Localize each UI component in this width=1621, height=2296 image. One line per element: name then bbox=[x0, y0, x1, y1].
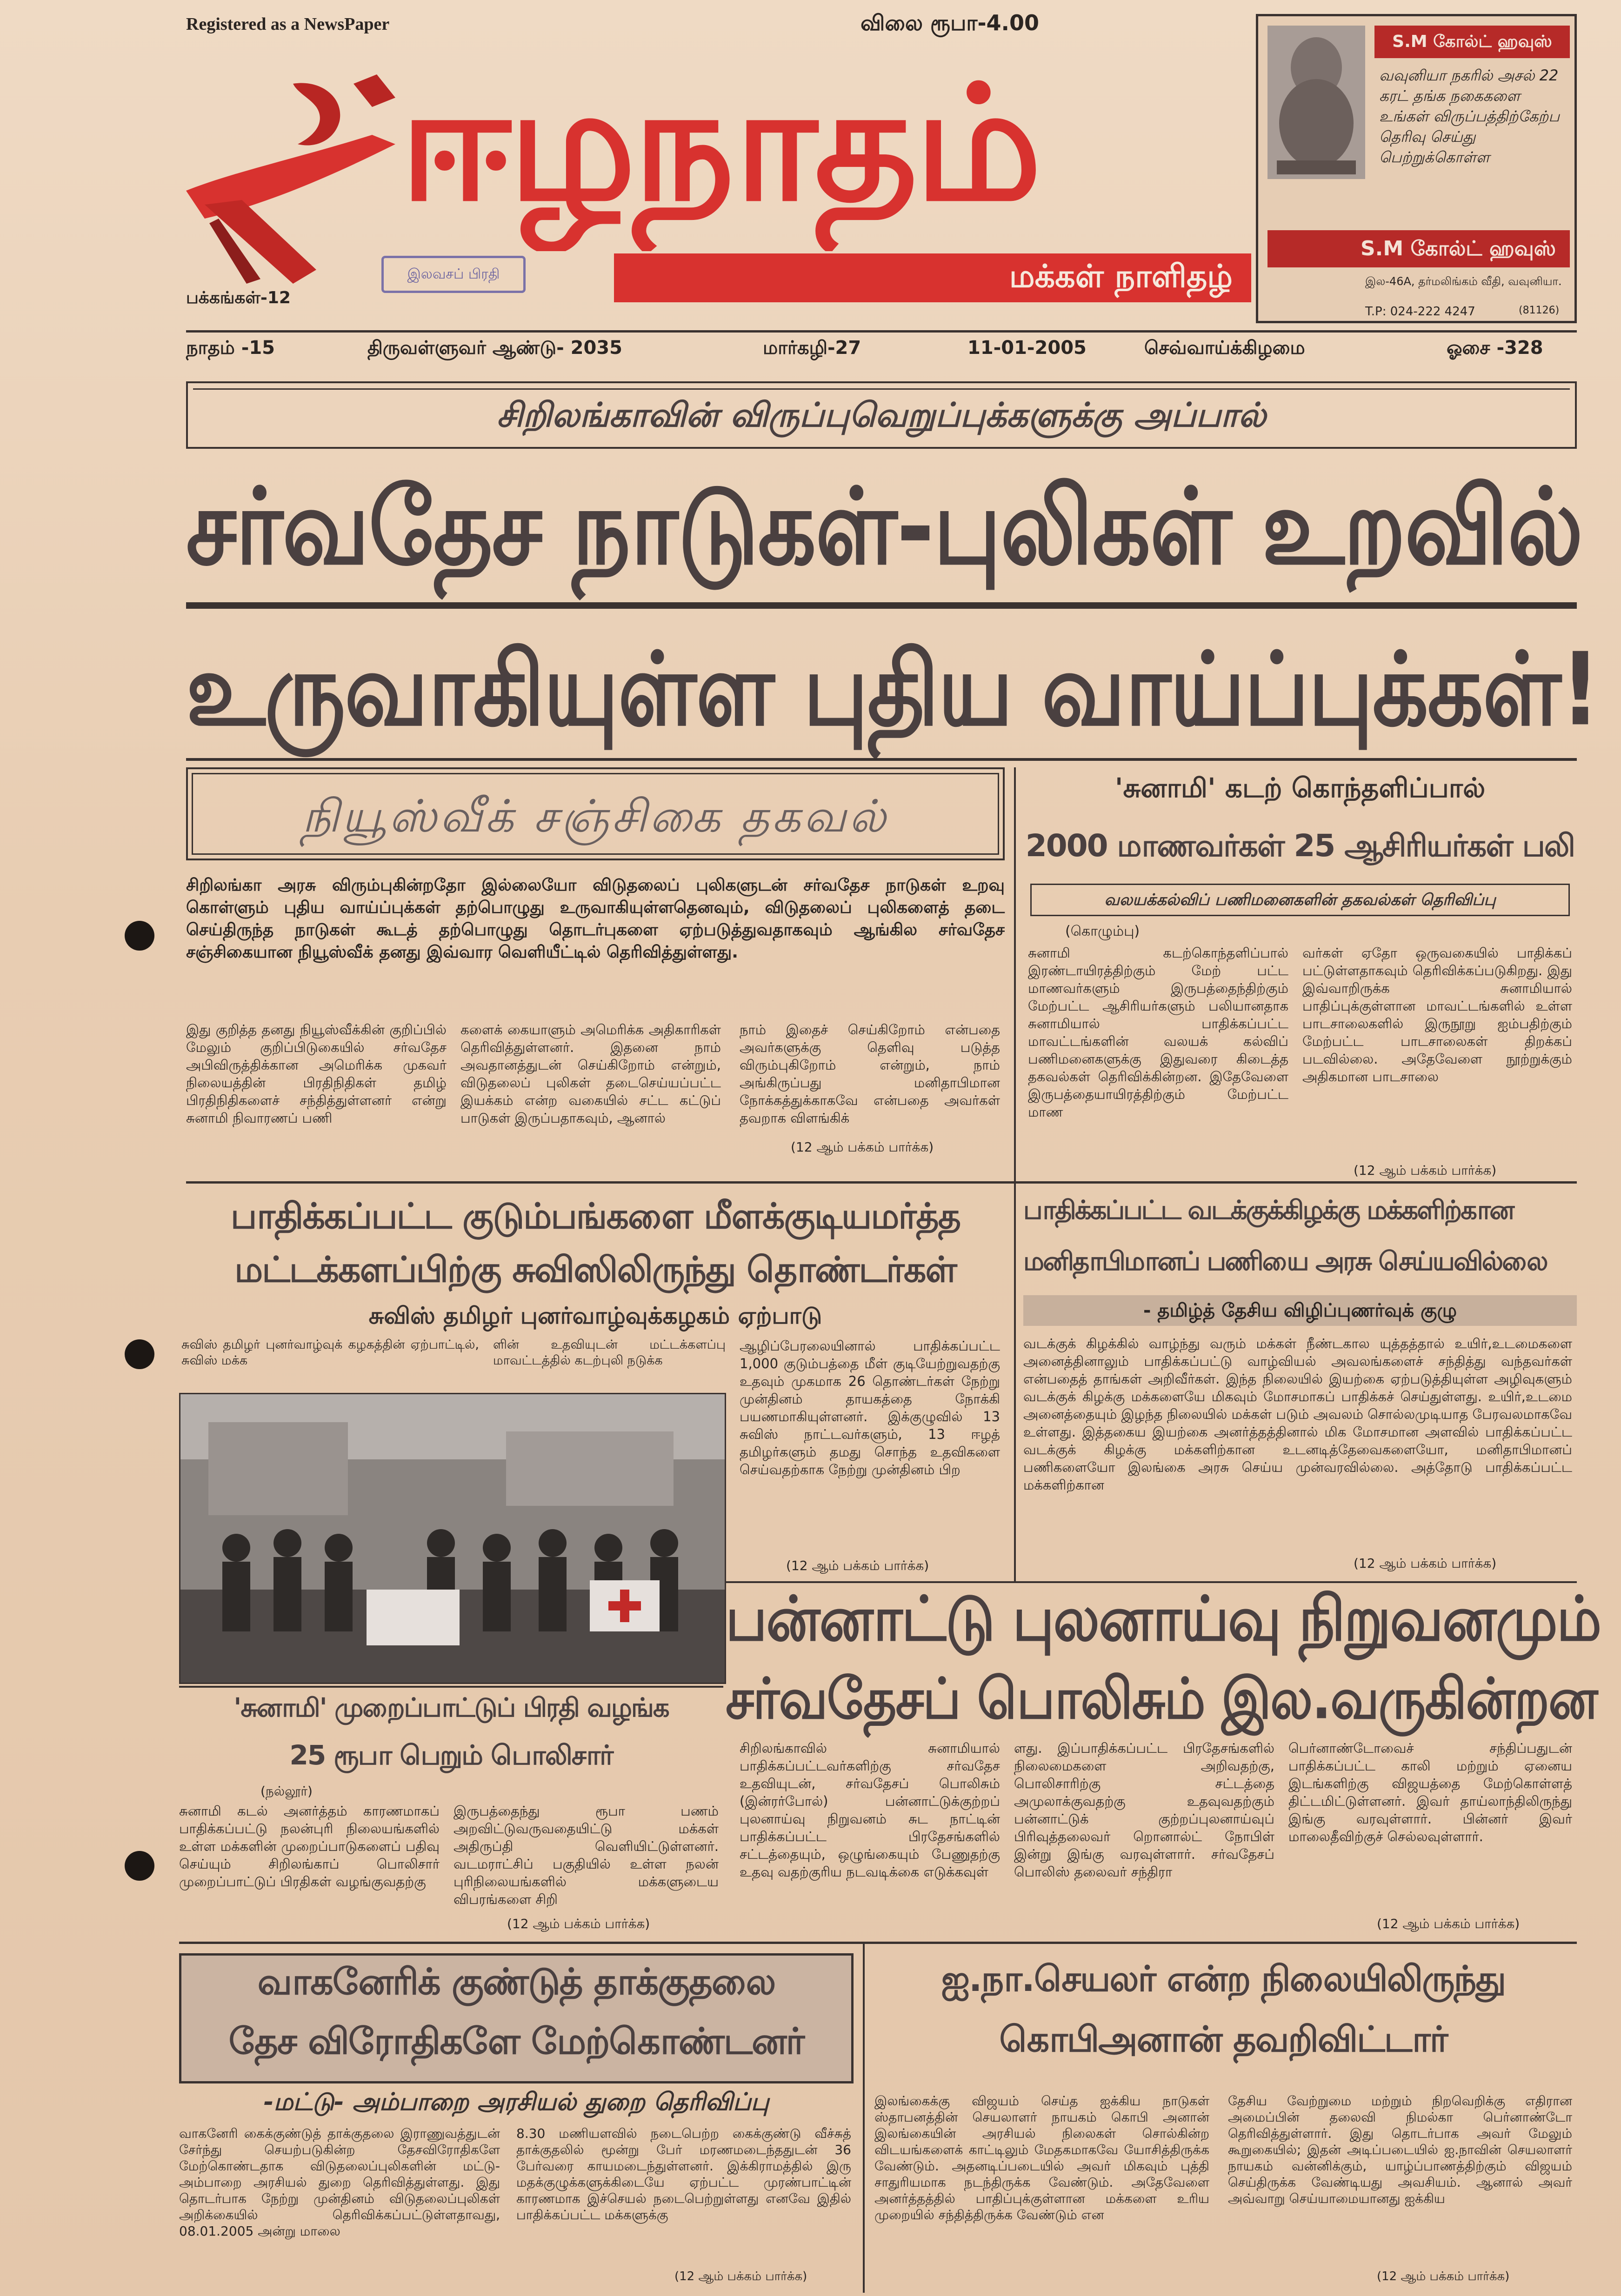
vakaneri-col-2: 8.30 மணியளவில் நடைபெற்ற கைக்குண்டு வீச்சுத் தாக்குதலில் மூன்று பேர் மரணமடைந்ததுடன் 36 பேர்வரை காயமடைந்துள்ளனர். இக்கிராமத்தில் இரு மதக்குழுக்களுக்கிடையே ஏற்பட்ட முரண்பாட்டின் காரணமாக இச்செயல் நடைபெற்றுள்ளது எனவே இதில் பாதிக்கப்பட்ட மக்களுக்கு bbox=[516, 2126, 851, 2223]
kicker-inner-rule bbox=[193, 388, 1570, 390]
students-sub: வலயக்கல்விப் பணிமனைகளின் தகவல்கள் தெரிவிப்பு bbox=[1104, 891, 1496, 909]
vakaneri-sub bbox=[179, 2088, 854, 2119]
police-headline-1: பன்னாட்டு புலனாய்வு நிறுவனமும் bbox=[726, 1584, 1601, 1655]
masthead-logo-icon bbox=[177, 65, 437, 288]
ad-shop-name-2: S.M கோல்ட் ஹவுஸ் bbox=[1360, 237, 1556, 260]
northeast-sub: - தமிழ்த் தேசிய விழிப்புணர்வுக் குழு bbox=[1143, 1300, 1457, 1321]
lead-continued-ref: (12 ஆம் பக்கம் பார்க்க) bbox=[791, 1139, 934, 1155]
volunteers-group-icon bbox=[180, 1394, 725, 1683]
masthead-subtitle: மக்கள் நாளிதழ் bbox=[1009, 258, 1233, 295]
issue-date: 11-01-2005 bbox=[967, 337, 1087, 359]
lead-headline-1: சர்வதேச நாடுகள்-புலிகள் உறவில் bbox=[186, 466, 1582, 588]
lead-col-3: நாம் இதைச் செய்கிறோம் என்பதை அவர்களுக்கு தெளிவு படுத்த விரும்புகிறோம் என்றும், நாம் அங்கிருப்பது மனிதாபிமான நோக்கத்துக்காகவே என்பதை அவர்கள் தவறாக விளங்கிக் bbox=[740, 1022, 1000, 1126]
vakaneri-continued-ref: (12 ஆம் பக்கம் பார்க்க) bbox=[674, 2269, 807, 2283]
issue-number: நாதம் -15 bbox=[186, 337, 275, 359]
lead-headline-2: உருவாகியுள்ள புதிய வாய்ப்புக்கள்! bbox=[186, 631, 1600, 749]
swiss-headline-1: பாதிக்கப்பட்ட குடும்பங்களை மீளக்குடியமர்த்த bbox=[230, 1195, 961, 1237]
lead-source-box bbox=[186, 767, 1005, 860]
swiss-sub bbox=[186, 1302, 1005, 1332]
ad-code: (81126) bbox=[1519, 305, 1560, 316]
students-headline: 2000 மாணவர்கள் 25 ஆசிரியர்கள் பலி bbox=[1025, 828, 1575, 864]
swiss-col-1: சுவிஸ் தமிழர் புனர்வாழ்வுக் கழகத்தின் ஏற்பாட்டில், சுவிஸ் மக்க bbox=[181, 1338, 479, 1368]
swiss-right-rule bbox=[1014, 1181, 1016, 1581]
students-dateline: (கொழும்பு) bbox=[1065, 923, 1140, 939]
lead-kicker bbox=[195, 395, 1568, 439]
swiss-sub-text: சுவிஸ் தமிழர் புனர்வாழ்வுக்கழகம் ஏற்பாடு bbox=[368, 1302, 822, 1329]
students-col-1: சுனாமி கடற்கொந்தளிப்பால் இரண்டாயிரத்திற்கும் மேற் பட்ட மாணவர்களும் இருபத்தைந்திற்கும் மேற்பட்ட ஆசிரியர்களும் பலியானதாக சுனாமியால் பாதிக்கப்பட்ட மாவட்டங்களின் வலயக் கல்விப் பணிமனைகளுக்கு இதுவரை கிடைத்த தகவல்கள் தெரிவிக்கின்றன. இதேவேளை இருபத்தையாயிரத்திற்கும் மேற்பட்ட மாண bbox=[1028, 945, 1288, 1120]
reports-headline-2: 25 ரூபா பெறும் பொலிசார் bbox=[289, 1739, 613, 1771]
lead-headline-rule bbox=[186, 602, 1577, 609]
vakaneri-sub-text: -மட்டு- அம்பாறை அரசியல் துறை தெரிவிப்பு bbox=[263, 2088, 769, 2116]
lead-kicker-text: சிறிலங்காவின் விருப்புவெறுப்புக்களுக்கு அப்பால் bbox=[497, 395, 1266, 434]
bottom-vertical-rule bbox=[863, 1944, 865, 2293]
reports-continued-ref: (12 ஆம் பக்கம் பார்க்க) bbox=[507, 1916, 650, 1931]
students-col-2: வர்கள் ஏதோ ஒருவகையில் பாதிக்கப் பட்டுள்ளதாகவும் தெரிவிக்கப்படுகிறது. இது இவ்வாறிருக்க சுனாமியால் பாதிப்புக்குள்ளான மாவட்டங்களில் உள்ள பாடசாலைகளில் இருநூறு ஐம்பதிற்கும் மேற்பட்ட பாடசாலைகள் திறக்கப் படவில்லை. அதேவேளை நூற்றுக்கும் அதிகமான பாடசாலை bbox=[1302, 945, 1572, 1085]
swiss-col-2: ளின் உதவியுடன் மட்டக்களப்பு மாவட்டத்தில் கடற்புலி நடுக்க bbox=[493, 1338, 726, 1368]
price-label: விலை ரூபா-4.00 bbox=[861, 10, 1040, 35]
vakaneri-col-1: வாகனேரி கைக்குண்டுத் தாக்குதலை இராணுவத்துடன் சேர்ந்து செயற்படுகின்ற தேசவிரோதிகளே மேற்கொண்டதாக விடுதலைப்புலிகளின் மட்டு-அம்பாறை அரசியல் துறை தெரிவித்துள்ளது. இது தொடர்பாக நேற்று முன்தினம் விடுதலைப்புலிகள் அறிக்கையில் தெரிவிக்கப்பட்டுள்ளதாவது, 08.01.2005 அன்று மாலை bbox=[179, 2126, 500, 2239]
dateline-rule-top bbox=[186, 330, 1577, 333]
lead-source bbox=[192, 773, 999, 855]
northeast-headline-2: மனிதாபிமானப் பணியை அரசு செய்யவில்லை bbox=[1023, 1246, 1547, 1277]
students-sub-box bbox=[1030, 884, 1570, 916]
osai-number: ஓசை -328 bbox=[1447, 337, 1543, 359]
masthead-title-text: ஈழநாதம் bbox=[400, 52, 1040, 236]
northeast-continued-ref: (12 ஆம் பக்கம் பார்க்க) bbox=[1354, 1556, 1497, 1571]
page-count: பக்கங்கள்-12 bbox=[186, 288, 291, 307]
lead-col-1: இது குறித்த தனது நியூஸ்வீக்கின் குறிப்பில் மேலும் குறிப்பிடுகையில் சர்வதேச அபிவிருத்திக்கான அமெரிக்க முகவர் நிலையத்தின் பிரதிநிதிகள் தமிழ் பிரதிநிதிகளைச் சந்தித்துள்ளனர் என்று சுனாமி நிவாரணப் பணி bbox=[186, 1022, 447, 1126]
northeast-body: வடக்குக் கிழக்கில் வாழ்ந்து வரும் மக்கள் நீண்டகால யுத்தத்தால் உயிர்,உடமைகளை அனைத்தினாலும் பாதிக்கப்பட்டு வாழ்வியல் அவலங்களைச் சந்தித்து வந்தவர்கள் என்பதைத் தாங்கள் அறிவீர்கள். இந்த நிலையில் இயற்கை ஏற்படுத்தியுள்ள அழிவுகளும் வடக்குக் கிழக்கு மக்களையே மிகவும் மோசமாகப் பாதிக்கச் செய்துள்ளது. உயிர்,உடமை அனைத்தையும் இழந்த நிலையில் மக்கள் படும் அவலம் சொல்லமுடியாத பேரவலமாகவே உள்ளது. இத்தகைய இயற்கை அனர்த்தத்தினால் மிக மோசமான அளவில் பாதிக்கப்பட்ட வடக்குக் கிழக்கு மக்களிற்கான உடனடித்தேவைகளையோ, மனிதாபிமானப் பணிகளையோ இலங்கை அரசு செய்ய முன்வரவில்லை. அத்தோடு பாதிக்கப்பட்ட மக்களிற்கான bbox=[1023, 1336, 1572, 1493]
swiss-col-3: ஆழிப்பேரலையினால் பாதிக்கப்பட்ட 1,000 குடும்பத்தை மீள் குடியேற்றுவதற்கு உதவும் முகமாக 26 தொண்டர்கள் நேற்று முன்தினம் தாயகத்தை நோக்கி பயணமாகியுள்ளனர். இக்குழுவில் 13 சுவிஸ் நாட்டவர்களும், 13 ஈழத் தமிழர்களும் தமது சொந்த உதவிகளை செய்வதற்காக நேற்று முன்தினம் பிற bbox=[740, 1338, 1000, 1477]
police-col-2: ளது. இப்பாதிக்கப்பட்ட பிரதேசங்களில் நிலைமைகளை அறிவதற்கு, பொலிசாரிற்கு சட்டத்தை அமுலாக்குவதற்கு உதவுவதற்கும் பன்னாட்டுக் குற்றப்புலனாய்வுப் பிரிவுத்தலைவர் றொனால்ட் நோபிள் இன்று இங்கு வரவுள்ளார். சர்வதேசப் பொலிஸ் தலைவர் சந்திரா bbox=[1014, 1740, 1274, 1880]
lead-vertical-rule bbox=[1014, 767, 1016, 1186]
students-kicker-text: 'சுனாமி' கடற் கொந்தளிப்பால் bbox=[1114, 772, 1486, 804]
vakaneri-headline-2: தேச விரோதிகளே மேற்கொண்டனர் bbox=[228, 2021, 804, 2063]
kofi-col-2: தேசிய வேற்றுமை மற்றும் நிறவெறிக்கு எதிரான அமைப்பின் தலைவி நிமல்கா பெர்னாண்டோ தெரிவித்துள்ளார். இது தொடர்பாக அவர் மேலும் கூறுகையில்; இதன் அடிப்படையில் ஐ.நாவின் செயலாளர் நாயகம் வன்னிக்கும், யாழ்ப்பாணத்திற்கும் விஜயம் செய்திருக்க வேண்டியது அவசியம். ஆனால் அவர் அவ்வாறு செய்யாமையானது ஐக்கிய bbox=[1228, 2093, 1572, 2206]
mid-rule bbox=[186, 1181, 1577, 1184]
tamil-date: மார்கழி-27 bbox=[763, 337, 861, 359]
binder-hole bbox=[125, 921, 154, 951]
swiss-continued-ref: (12 ஆம் பக்கம் பார்க்க) bbox=[786, 1558, 929, 1573]
ad-body: வவுனியா நகரில் அசல் 22 கரட் தங்க நகைகளை உங்கள் விருப்பத்திற்கேற்ப தெரிவு செய்து பெற்றுக்கொள்ள bbox=[1379, 67, 1560, 166]
students-continued-ref: (12 ஆம் பக்கம் பார்க்க) bbox=[1354, 1163, 1497, 1178]
masthead-title bbox=[400, 51, 1256, 251]
vakaneri-headline-1: வாகனேரிக் குண்டுத் தாக்குதலை bbox=[257, 1961, 775, 2003]
reports-col-1: சுனாமி கடல் அனர்த்தம் காரணமாகப் பாதிக்கப்பட்டு நலன்புரி நிலையங்களில் உள்ள மக்களின் முறைப்பாடுகளைப் பதிவு செய்யும் சிறிலங்காப் பொலிசார் முறைப்பாட்டுப் பிரதிகள் வழங்குவதற்கு bbox=[179, 1803, 440, 1890]
free-copy-stamp bbox=[381, 256, 526, 293]
lead-source-text: நியூஸ்வீக் சஞ்சிகை தகவல் bbox=[302, 790, 889, 842]
northeast-sub-band bbox=[1023, 1295, 1577, 1326]
kofi-continued-ref: (12 ஆம் பக்கம் பார்க்க) bbox=[1377, 2269, 1510, 2283]
lead-intro: சிறிலங்கா அரசு விரும்புகின்றதோ இல்லையோ விடுதலைப் புலிகளுடன் சர்வதேச நாடுகள் உறவு கொள்ளும் புதிய வாய்ப்புக்கள் தற்பொழுது உருவாகியுள்ளதெனவும், விடுதலைப் புலிகளைத் தடை செய்திருந்த நாடுகள் கூடத் தற்பொழுது தொடர்புகளை ஏற்படுத்துவதாகவும் ஆங்கில சர்வதேச சஞ்சிகையான நியூஸ்வீக் தனது இவ்வார வெளியீட்டில் தெரிவித்துள்ளது. bbox=[186, 876, 1005, 962]
vakaneri-headline-box bbox=[179, 1953, 854, 2083]
ad-shop-name-banner bbox=[1374, 26, 1570, 58]
lead-section-rule bbox=[186, 758, 1577, 761]
reports-dateline: (நல்லூர்) bbox=[260, 1784, 313, 1799]
kofi-headline-2: கொபிஅனான் தவறிவிட்டார் bbox=[999, 2018, 1448, 2060]
binder-hole bbox=[125, 1851, 154, 1881]
deity-image-icon bbox=[1267, 26, 1365, 179]
kofi-headline-1: ஐ.நா.செயலர் என்ற நிலையிலிருந்து bbox=[941, 1958, 1506, 1999]
students-kicker bbox=[1023, 772, 1577, 807]
ad-phone: T.P: 024-222 4247 bbox=[1365, 305, 1475, 319]
binder-hole bbox=[125, 1339, 154, 1369]
reports-top-rule bbox=[179, 1686, 723, 1688]
ad-shop-name-banner-2 bbox=[1267, 230, 1570, 267]
northeast-headline-1: பாதிக்கப்பட்ட வடக்குக்கிழக்கு மக்களிற்கான bbox=[1023, 1195, 1514, 1225]
police-col-1: சிறிலங்காவில் சுனாமியால் பாதிக்கப்பட்டவர்களிற்கு சர்வதேச உதவியுடன், சர்வதேசப் பொலிசும் (இன்ரர்போல்) பன்னாட்டுக்குற்றப் புலனாய்வு நிறுவனம் சுட நாட்டின் பாதிக்கப்பட்ட பிரதேசங்களில் சட்டத்தையும், ஒழுங்கையும் பேணுதற்கு உதவு வதற்குரிய நடவடிக்கை எடுக்கவுள் bbox=[740, 1740, 1000, 1880]
reports-col-2: இருபத்தைந்து ரூபா பணம் அறவிட்டுவருவதையிட்டு மக்கள் அதிருப்தி வெளியிட்டுள்ளனர். வடமராட்சிப் பகுதியில் உள்ள நலன் புரிநிலையங்களில் மக்களுடைய விபரங்களை சிறி bbox=[454, 1803, 719, 1907]
volunteers-photo bbox=[179, 1393, 726, 1684]
police-headline-2: சர்வதேசப் பொலிசும் இல.வருகின்றன bbox=[726, 1666, 1597, 1731]
ad-shop-name: S.M கோல்ட் ஹவுஸ் bbox=[1392, 32, 1552, 51]
thiruvalluvar-year: திருவள்ளுவர் ஆண்டு- 2035 bbox=[367, 337, 622, 359]
reports-headline-1: 'சுனாமி' முறைப்பாட்டுப் பிரதி வழங்க bbox=[233, 1693, 669, 1723]
kofi-col-1: இலங்கைக்கு விஜயம் செய்த ஐக்கிய நாடுகள் ஸ்தாபனத்தின் செயலாளர் நாயகம் கொபி அனான் இலங்கையின் அரசியல் நிலைகள் சொல்கின்ற விடயங்களைக் காட்டிலும் மேதகமாகவே யோசித்திருக்க வேண்டும். அதனடிப்படையில் அவர் மிகவும் புத்தி சாதுரியமாக நடந்திருக்க வேண்டும். அதேவேளை அனர்த்தத்தில் பாதிப்புக்குள்ளான மக்களை உரிய முறையில் சந்தித்திருக்க வேண்டும் என bbox=[874, 2093, 1209, 2223]
registered-note: Registered as a NewsPaper bbox=[186, 14, 390, 34]
weekday: செவ்வாய்க்கிழமை bbox=[1144, 337, 1305, 359]
free-copy-stamp-text: இலவசப் பிரதி bbox=[407, 266, 500, 282]
swiss-headline-2: மட்டக்களப்பிற்கு சுவிஸிலிருந்து தொண்டர்கள் bbox=[234, 1249, 956, 1290]
masthead-subtitle-band bbox=[614, 253, 1251, 302]
bottom-section-rule bbox=[179, 1942, 1577, 1944]
police-col-3: பெர்னாண்டோவைச் சந்திப்பதுடன் பாதிக்கப்பட்ட காலி மற்றும் ஏனைய இடங்களிற்கு விஜயத்தை மேற்கொள்ளத் திட்டமிட்டுள்ளனர். இவர் தாய்லாந்திலிருந்து இங்கு வரவுள்ளார். பின்னர் இவர் மாலைதீவிற்குச் செல்லவுள்ளார். bbox=[1288, 1740, 1572, 1844]
lead-col-2: களைக் கையாளும் அமெரிக்க அதிகாரிகள் தெரிவித்துள்ளனர். இதனை நாம் அவதானத்துடன் செய்கிறோம் என்றும், விடுதலைப் புலிகள் தடைசெய்யப்பட்ட இயக்கம் என்ற வகையில் சட்ட கட்டுப் பாடுகள் இருப்பதாகவும், ஆனால் bbox=[460, 1022, 721, 1126]
gold-house-ad bbox=[1256, 14, 1577, 323]
police-continued-ref: (12 ஆம் பக்கம் பார்க்க) bbox=[1377, 1916, 1520, 1931]
ad-address: இல-46A, தர்மலிங்கம் வீதி, வவுனியா. bbox=[1365, 275, 1562, 288]
